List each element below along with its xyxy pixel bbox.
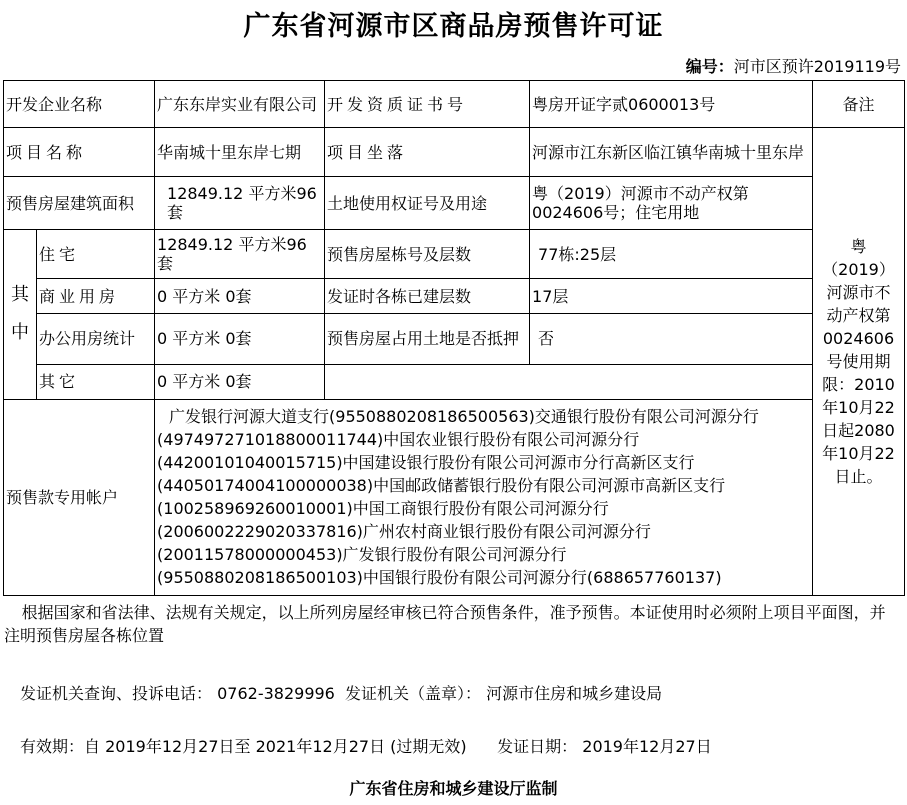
remark-note: 粤 （2019） 河源市不 动产权第 0024606 号使用期 限：2010 年10月22 日起2080 年10月22 日止。 bbox=[813, 128, 905, 596]
legal-paragraph: 根据国家和省法律、法规有关规定，以上所列房屋经审核已符合预售条件，准予预售。本证使用时必须附上项目平面图，并注明预售房屋各栋位置 bbox=[4, 603, 886, 645]
authority-label: 发证机关（盖章）： bbox=[345, 684, 482, 703]
developer-label: 开发企业名称 bbox=[4, 81, 155, 128]
other-value: 0 平方米 0套 bbox=[155, 365, 325, 400]
location-label: 项目坐落 bbox=[325, 128, 530, 177]
other-label: 其它 bbox=[37, 365, 155, 400]
phone-value: 0762-3829996 bbox=[217, 684, 335, 703]
buildings-value: 77栋:25层 bbox=[530, 230, 813, 279]
floors-built-value: 17层 bbox=[530, 279, 813, 314]
buildings-label: 预售房屋栋号及层数 bbox=[325, 230, 530, 279]
floors-built-label: 发证时各栋已建层数 bbox=[325, 279, 530, 314]
area-value: 12849.12 平方米96套 bbox=[155, 177, 325, 230]
accounts-label: 预售款专用帐户 bbox=[4, 399, 155, 595]
developer-value: 广东东岸实业有限公司 bbox=[155, 81, 325, 128]
qualification-value: 粤房开证字贰0600013号 bbox=[530, 81, 813, 128]
breakdown-label: 其中 bbox=[4, 230, 37, 400]
qualification-label: 开发资质证书号 bbox=[325, 81, 530, 128]
commercial-label: 商业用房 bbox=[37, 279, 155, 314]
mortgage-label: 预售房屋占用土地是否抵押 bbox=[325, 313, 530, 364]
validity-line bbox=[20, 734, 712, 757]
project-name-label: 项目名称 bbox=[4, 128, 155, 177]
validity-value: 自 2019年12月27日至 2021年12月27日 (过期无效) bbox=[84, 737, 467, 756]
supervisor-footer: 广东省住房和城乡建设厅监制 bbox=[349, 779, 558, 798]
commercial-value: 0 平方米 0套 bbox=[155, 279, 325, 314]
issue-date-value: 2019年12月27日 bbox=[582, 737, 712, 756]
serial-number bbox=[686, 54, 901, 77]
permit-table bbox=[3, 80, 905, 596]
authority-value: 河源市住房和城乡建设局 bbox=[486, 684, 663, 703]
remark-label: 备注 bbox=[813, 81, 905, 128]
contact-line bbox=[20, 681, 662, 704]
location-value: 河源市江东新区临江镇华南城十里东岸 bbox=[530, 128, 813, 177]
residential-label: 住宅 bbox=[37, 230, 155, 279]
office-value: 0 平方米 0套 bbox=[155, 313, 325, 364]
project-name-value: 华南城十里东岸七期 bbox=[155, 128, 325, 177]
mortgage-value: 否 bbox=[530, 313, 813, 364]
validity-label: 有效期： bbox=[20, 737, 85, 756]
phone-label: 发证机关查询、投诉电话： bbox=[20, 684, 213, 703]
office-label: 办公用房统计 bbox=[37, 313, 155, 364]
area-label: 预售房屋建筑面积 bbox=[4, 177, 155, 230]
accounts-value: 广发银行河源大道支行(9550880208186500563)交通银行股份有限公司河源分行 (497497271018800011744)中国农业银行股份有限公司河源分行 (44200101040015715)中国建设银行股份有限公司河源市分行高新区支行 (44050174004100000038)中国邮政储蓄银行股份有限公司河源市高新区支行 (100258969260010001)中国工商银行股份有限公司河源分行 (2006002229020337816)广州农村商业银行股份有限公司河源分行 (20011578000000453)广发银行股份有限公司河源分行 (9550880208186500103)中国银行股份有限公司河源分行(688657760137) bbox=[155, 399, 813, 595]
residential-value: 12849.12 平方米96套 bbox=[155, 230, 325, 279]
land-cert-value: 粤（2019）河源市不动产权第0024606号；住宅用地 bbox=[530, 177, 813, 230]
certificate-title: 广东省河源市区商品房预售许可证 bbox=[243, 11, 664, 42]
land-cert-label: 土地使用权证号及用途 bbox=[325, 177, 530, 230]
issue-date-label: 发证日期： bbox=[497, 737, 578, 756]
serial-label: 编号： bbox=[685, 57, 734, 76]
empty-cell bbox=[325, 365, 813, 400]
serial-value: 河市区预许2019119号 bbox=[733, 57, 901, 76]
